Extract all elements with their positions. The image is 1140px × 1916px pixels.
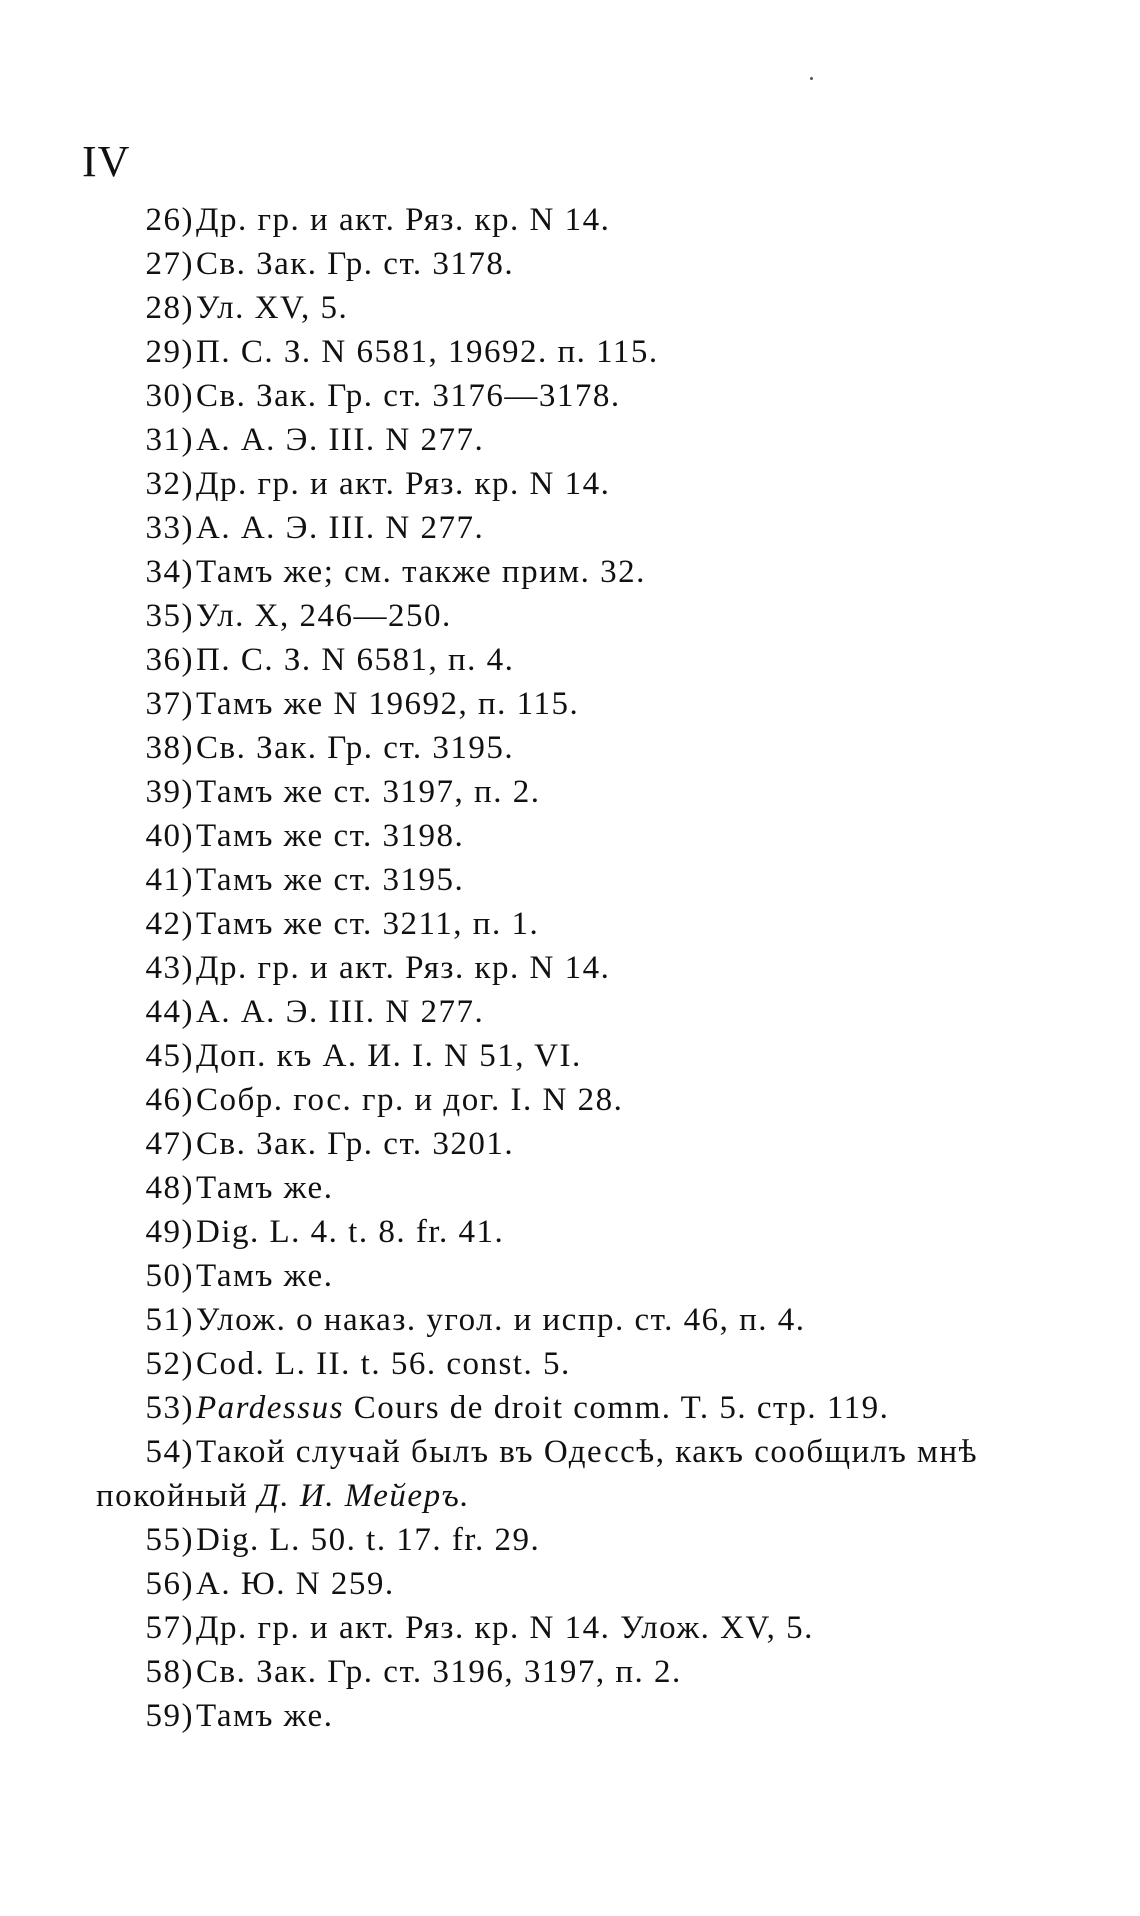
endnote-body	[196, 1210, 504, 1254]
endnote	[0, 594, 1140, 638]
endnote-body	[196, 858, 464, 902]
endnote-text: Dig. L. 4. t. 8. fr. 41.	[196, 1214, 505, 1250]
endnote	[0, 682, 1140, 726]
endnote-body	[196, 1298, 805, 1342]
endnote	[0, 198, 1140, 242]
endnote	[0, 858, 1140, 902]
endnote	[0, 1078, 1140, 1122]
endnote-body	[196, 286, 348, 330]
endnote-number: 54)	[145, 1434, 194, 1470]
endnote-text: Др. гр. и акт. Ряз. кр. N 14.	[196, 466, 611, 502]
endnote-text: Св. Зак. Гр. ст. 3201.	[196, 1126, 515, 1162]
endnote-number: 29)	[145, 334, 194, 370]
endnote-number: 49)	[145, 1214, 194, 1250]
endnote-number: 53)	[145, 1390, 194, 1426]
endnote	[0, 726, 1140, 770]
endnote-number: 45)	[145, 1038, 194, 1074]
endnote-body	[196, 1166, 333, 1210]
endnote	[0, 1298, 1140, 1342]
endnote-number: 33)	[145, 510, 194, 546]
endnote-number: 59)	[145, 1698, 194, 1734]
endnote	[0, 1606, 1140, 1650]
endnote-number: 26)	[145, 202, 194, 238]
endnote-body	[196, 1606, 814, 1650]
endnote	[0, 1386, 1140, 1430]
endnote	[0, 1342, 1140, 1386]
endnote-number: 56)	[145, 1566, 194, 1602]
endnote-number: 52)	[145, 1346, 194, 1382]
endnote-text: Ул. XV, 5.	[196, 290, 349, 326]
endnote-text: Др. гр. и акт. Ряз. кр. N 14.	[196, 950, 611, 986]
endnote	[0, 1518, 1140, 1562]
endnote	[0, 638, 1140, 682]
endnote-text: Тамъ же.	[196, 1170, 334, 1206]
endnote-number: 55)	[145, 1522, 194, 1558]
endnote-number: 42)	[145, 906, 194, 942]
endnote-text: Cours de droit comm. T. 5. стр. 119.	[353, 1390, 890, 1426]
endnote-number: 34)	[145, 554, 194, 590]
endnote-text: Тамъ же.	[196, 1698, 334, 1734]
endnote	[0, 462, 1140, 506]
endnote	[0, 770, 1140, 814]
endnote-body	[196, 462, 610, 506]
endnote	[0, 1650, 1140, 1694]
endnote-text: Др. гр. и акт. Ряз. кр. N 14. Улож. XV, 5.	[196, 1610, 814, 1646]
endnote-number: 39)	[145, 774, 194, 810]
endnote-body	[196, 1386, 889, 1430]
endnote-person-name: Д. И. Мейеръ.	[257, 1478, 470, 1514]
endnote-body	[196, 1518, 540, 1562]
endnote-text: А. А. Э. III. N 277.	[196, 422, 485, 458]
endnote-text: Св. Зак. Гр. ст. 3176—3178.	[196, 378, 621, 414]
endnote	[0, 550, 1140, 594]
endnote-number: 31)	[145, 422, 194, 458]
endnote-body	[196, 506, 484, 550]
endnote-author: Pardessus	[196, 1390, 344, 1426]
endnote-text: Собр. гос. гр. и дог. I. N 28.	[196, 1082, 624, 1118]
endnotes-list	[0, 198, 1140, 1738]
endnote-body	[196, 990, 484, 1034]
endnote-number: 43)	[145, 950, 194, 986]
endnote-text: Доп. къ А. И. I. N 51, VI.	[196, 1038, 582, 1074]
endnote-continuation-text: покойный	[96, 1478, 249, 1514]
endnote-body	[196, 242, 514, 286]
endnote-text: Cod. L. II. t. 56. const. 5.	[196, 1346, 571, 1382]
endnote-body	[196, 1254, 333, 1298]
endnote-body	[196, 374, 621, 418]
endnote	[0, 902, 1140, 946]
endnote-text: Такой случай былъ въ Одессѣ, какъ сообщилъ мнѣ	[196, 1434, 978, 1470]
endnote	[0, 814, 1140, 858]
endnote-number: 44)	[145, 994, 194, 1030]
endnote	[0, 242, 1140, 286]
endnote-body	[196, 726, 514, 770]
endnote-text: А. А. Э. III. N 277.	[196, 994, 485, 1030]
endnote-number: 57)	[145, 1610, 194, 1646]
endnote-number: 38)	[145, 730, 194, 766]
endnote-number: 40)	[145, 818, 194, 854]
endnote-body	[196, 638, 514, 682]
endnote-body	[196, 770, 540, 814]
endnote	[0, 1254, 1140, 1298]
endnote-body	[196, 594, 452, 638]
endnote-body	[196, 1694, 333, 1738]
endnote-number: 37)	[145, 686, 194, 722]
endnote-number: 41)	[145, 862, 194, 898]
endnote-text: Тамъ же N 19692, п. 115.	[196, 686, 580, 722]
endnote	[0, 1430, 1140, 1518]
endnote-number: 51)	[145, 1302, 194, 1338]
endnote-body	[196, 1430, 978, 1474]
endnote-number: 48)	[145, 1170, 194, 1206]
endnote-text: Dig. L. 50. t. 17. fr. 29.	[196, 1522, 541, 1558]
endnote-text: П. С. З. N 6581, 19692. п. 115.	[196, 334, 659, 370]
endnote-body	[196, 946, 610, 990]
endnote-text: Тамъ же; см. также прим. 32.	[196, 554, 646, 590]
endnote	[0, 418, 1140, 462]
ink-speck	[810, 77, 813, 80]
endnote-number: 32)	[145, 466, 194, 502]
endnote-text: А. Ю. N 259.	[196, 1566, 395, 1602]
endnote	[0, 946, 1140, 990]
endnote-text: Ул. X, 246—250.	[196, 598, 452, 634]
endnote-body	[196, 1034, 582, 1078]
endnote-body	[196, 1078, 623, 1122]
endnote-number: 50)	[145, 1258, 194, 1294]
endnote-number: 47)	[145, 1126, 194, 1162]
endnote-number: 58)	[145, 1654, 194, 1690]
endnote	[0, 1694, 1140, 1738]
endnote-continuation	[96, 1474, 470, 1518]
endnote-number: 35)	[145, 598, 194, 634]
endnote	[0, 1210, 1140, 1254]
endnote-number: 28)	[145, 290, 194, 326]
endnote	[0, 1166, 1140, 1210]
endnote	[0, 330, 1140, 374]
endnote	[0, 990, 1140, 1034]
endnote-body	[196, 814, 464, 858]
endnote	[0, 1562, 1140, 1606]
endnote-text: Др. гр. и акт. Ряз. кр. N 14.	[196, 202, 611, 238]
endnote-body	[196, 1650, 682, 1694]
endnote	[0, 374, 1140, 418]
endnote-number: 36)	[145, 642, 194, 678]
endnote-number: 30)	[145, 378, 194, 414]
endnote	[0, 1122, 1140, 1166]
endnote-body	[196, 1562, 395, 1606]
endnote-text: А. А. Э. III. N 277.	[196, 510, 485, 546]
endnote	[0, 506, 1140, 550]
endnote-text: П. С. З. N 6581, п. 4.	[196, 642, 515, 678]
endnote-text: Св. Зак. Гр. ст. 3178.	[196, 246, 515, 282]
page-number: IV	[82, 137, 131, 186]
endnote-body	[196, 330, 659, 374]
endnote-body	[196, 550, 646, 594]
endnote-text: Тамъ же ст. 3195.	[196, 862, 465, 898]
endnote-text: Тамъ же.	[196, 1258, 334, 1294]
endnote-number: 46)	[145, 1082, 194, 1118]
endnote-body	[196, 418, 484, 462]
endnote-text: Тамъ же ст. 3197, п. 2.	[196, 774, 541, 810]
endnote	[0, 286, 1140, 330]
endnote-text: Св. Зак. Гр. ст. 3196, 3197, п. 2.	[196, 1654, 682, 1690]
endnote-text: Тамъ же ст. 3211, п. 1.	[196, 906, 540, 942]
endnote-number: 27)	[145, 246, 194, 282]
endnote-body	[196, 198, 610, 242]
endnote-body	[196, 1342, 571, 1386]
endnote-text: Тамъ же ст. 3198.	[196, 818, 465, 854]
endnote-body	[196, 682, 579, 726]
endnote-text: Улож. о наказ. угол. и испр. ст. 46, п. 4.	[196, 1302, 806, 1338]
endnote-body	[196, 1122, 514, 1166]
endnote-body	[196, 902, 539, 946]
endnote	[0, 1034, 1140, 1078]
endnote-text: Св. Зак. Гр. ст. 3195.	[196, 730, 515, 766]
